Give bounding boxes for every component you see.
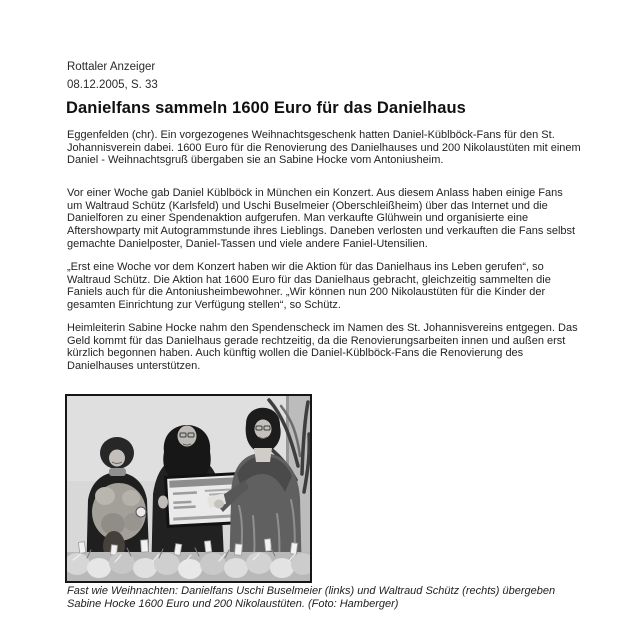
publication-name: Rottaler Anzeiger	[67, 61, 156, 73]
paragraph-heimleiterin: Heimleiterin Sabine Hocke nahm den Spendenscheck im Namen des St. Johannisvereins entgegen. Das Geld kommt für das Danielhaus gerade rechtzeitig, da die Renovierungsarbeiten innen und außen erst kürzlich begonnen haben. Auch künftig wollen die Daniel-Küblböck-Fans die Renovierung des Danielhauses unterstützen.	[67, 322, 578, 373]
paragraph-concert: Vor einer Woche gab Daniel Küblböck in München ein Konzert. Aus diesem Anlass haben einige Fans um Waltraud Schütz (Karlsfeld) und Uschi Buselmeier (Oberschleißheim) über das Internet und die Danielforen zu einer Spendenaktion aufgerufen. Man verkaufte Glühwein und organisierte eine Aftershowparty mit Autogrammstunde ihres Lieblings. Daneben verlosten und verkauften die Fans selbst gemachte Danielposter, Daniel-Tassen und viele andere Faniel-Utensilien.	[67, 187, 576, 250]
photo-illustration	[67, 396, 310, 581]
masthead	[67, 58, 158, 94]
paragraph-quote: „Erst eine Woche vor dem Konzert haben wir die Aktion für das Danielhaus ins Leben gerufen“, so Waltraud Schütz. Die Aktion hat 1600 Euro für das Danielhaus gebracht, gleichzeitig sammelten die Faniels auch für die Antoniusheimbewohner. „Wir können nun 200 Nikolaustüten für die Kinder der gesamten Einrichtung zur Verfügung stellen“, so Schütz.	[67, 261, 551, 312]
headline: Danielfans sammeln 1600 Euro für das Danielhaus	[66, 99, 466, 117]
issue-date-page: 08.12.2005, S. 33	[67, 79, 158, 91]
photo-caption: Fast wie Weihnachten: Danielfans Uschi Buselmeier (links) und Waltraud Schütz (rechts) übergeben Sabine Hocke 1600 Euro und 200 Nikolaustüten. (Foto: Hamberger)	[67, 585, 556, 610]
paragraph-lead: Eggenfelden (chr). Ein vorgezogenes Weihnachtsgeschenk hatten Daniel-Küblböck-Fans für den St. Johannisverein dabei. 1600 Euro für die Renovierung des Danielhauses und 200 Nikolaustüten mit einem Daniel - Weihnachtsgruß übergaben sie an Sabine Hocke vom Antoniusheim.	[67, 129, 581, 167]
article-photo	[65, 394, 312, 583]
